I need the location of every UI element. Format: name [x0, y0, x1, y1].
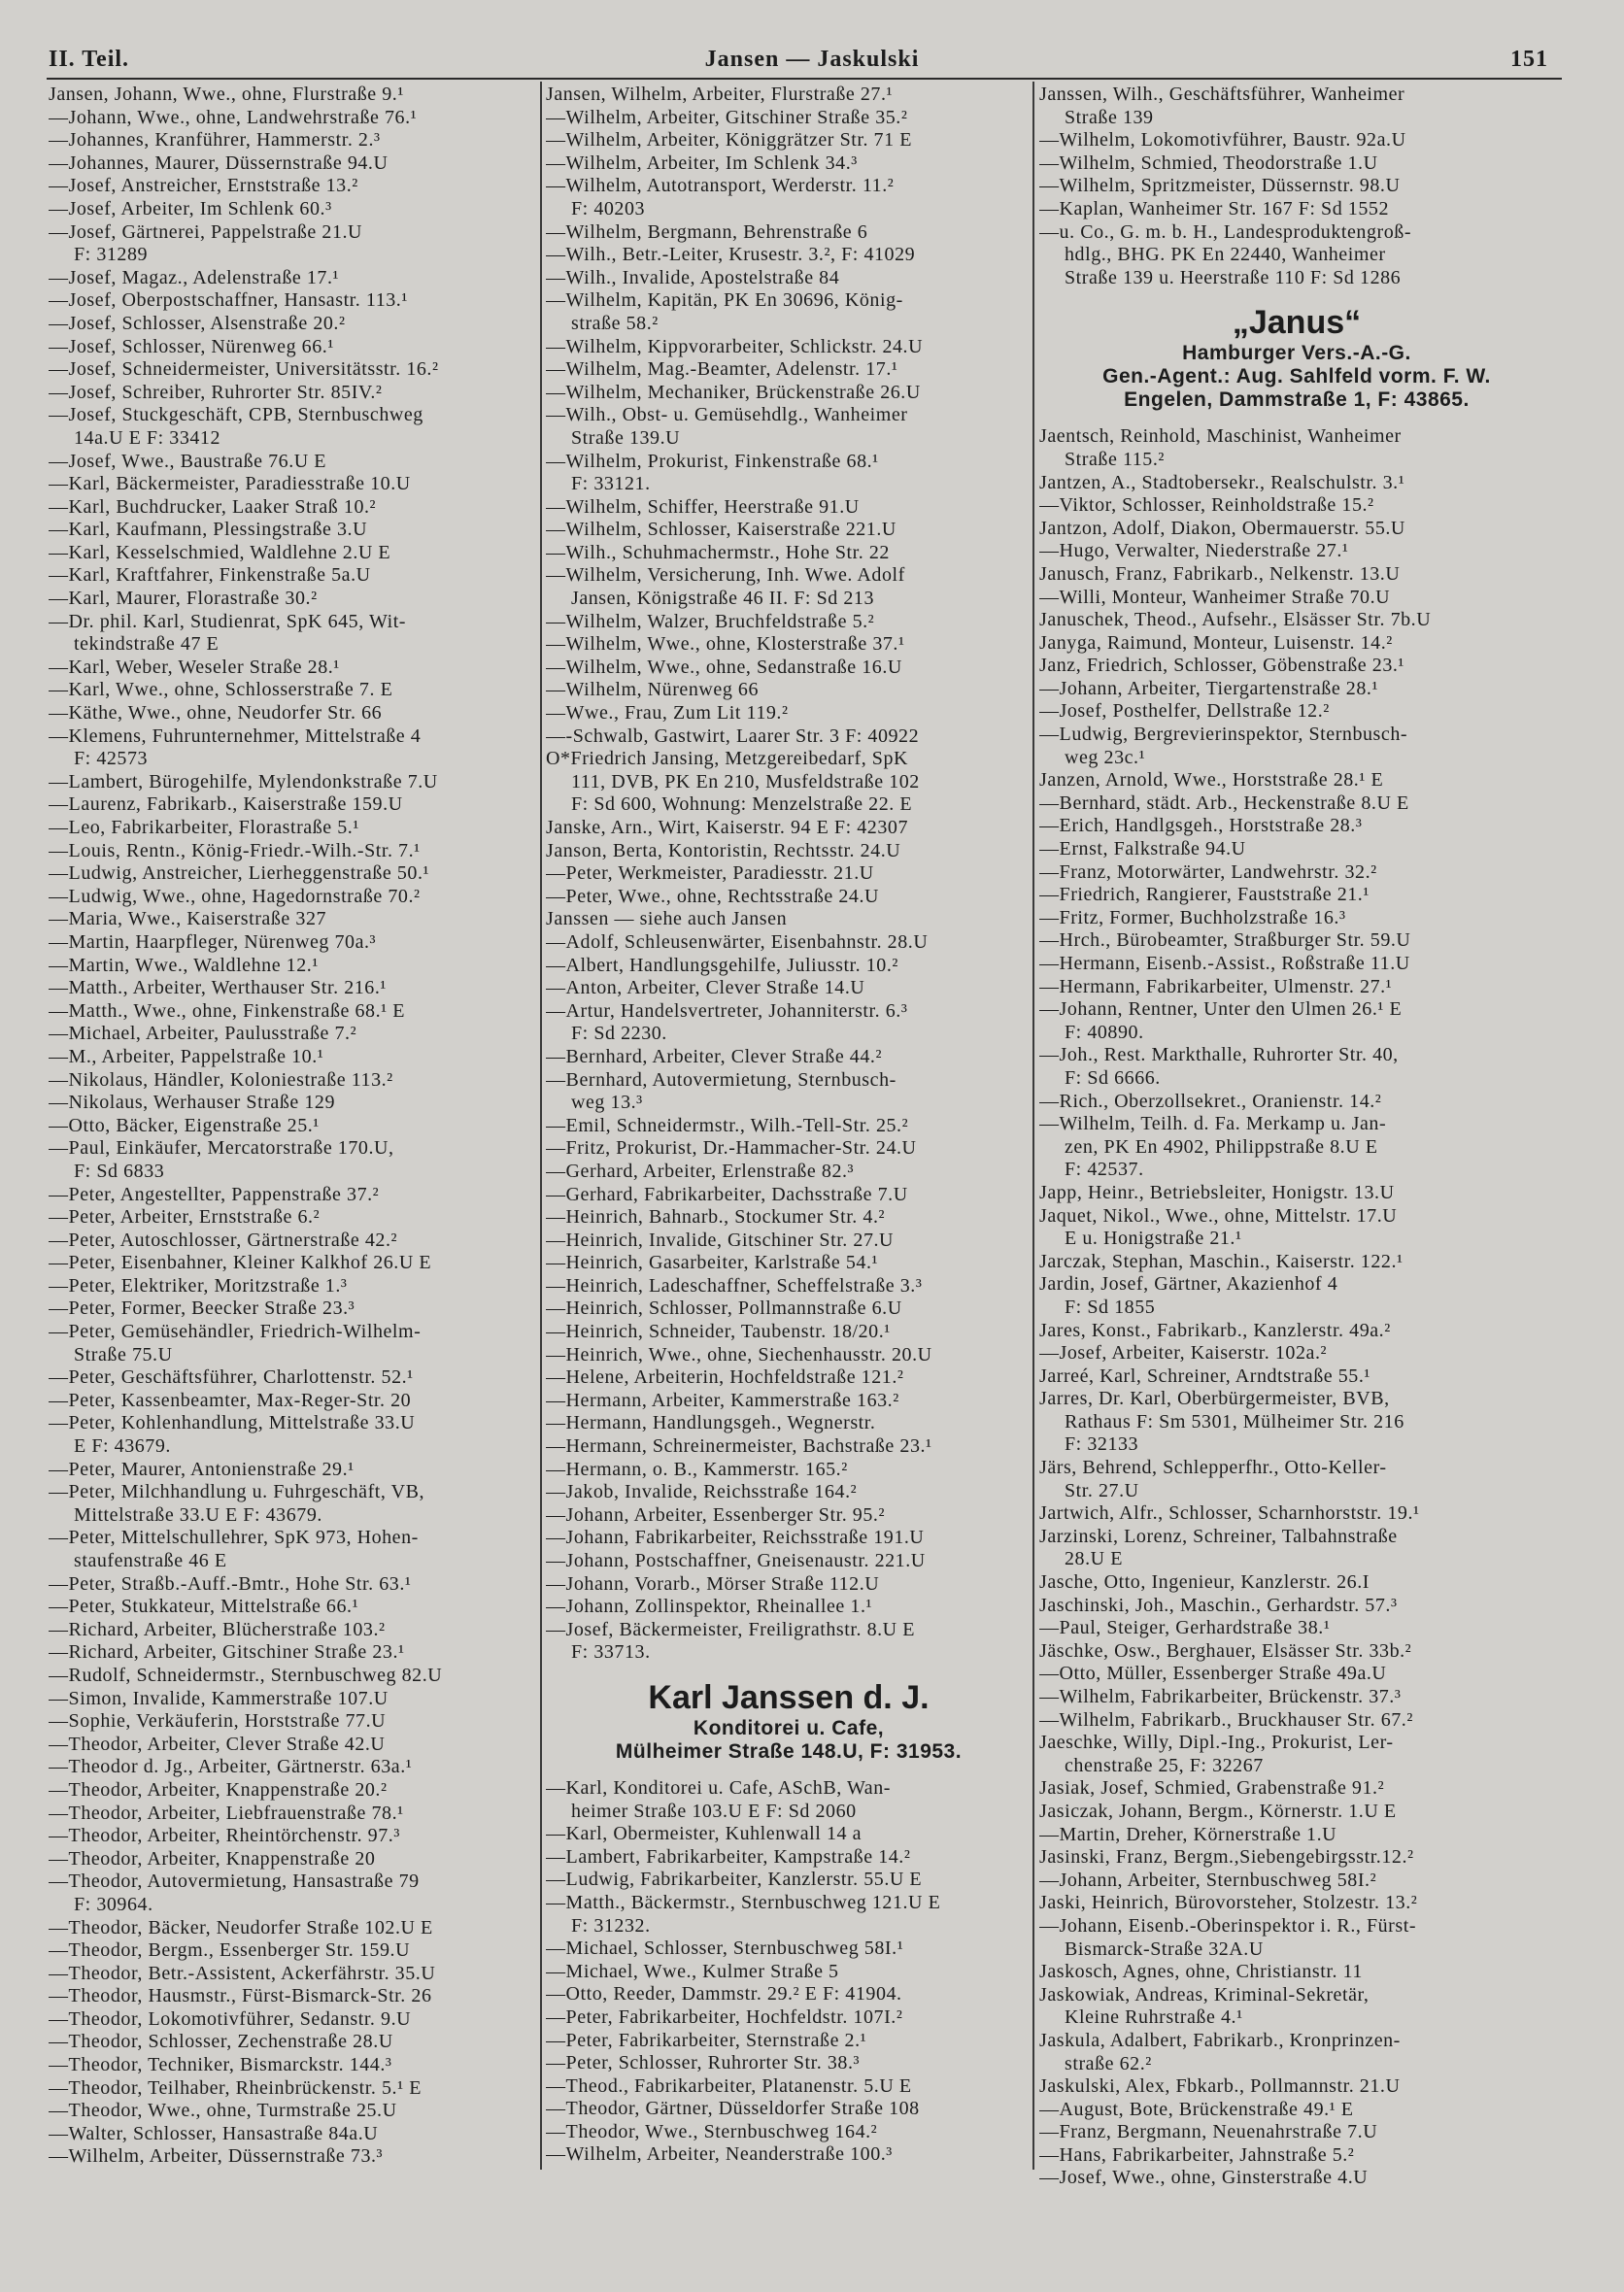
- directory-entry: Janske, Arn., Wirt, Kaiserstr. 94 E F: 42307: [546, 817, 908, 838]
- directory-entry: —Fritz, Prokurist, Dr.-Hammacher-Str. 24.U: [546, 1137, 917, 1160]
- directory-entry: —Nikolaus, Händler, Koloniestraße 113.²: [49, 1068, 393, 1091]
- directory-entry: —Johannes, Maurer, Düssernstraße 94.U: [49, 152, 389, 174]
- directory-entry: —Laurenz, Fabrikarb., Kaiserstraße 159.U: [49, 793, 403, 816]
- directory-entry: —Peter, Eisenbahner, Kleiner Kalkhof 26.U E: [49, 1252, 432, 1274]
- column-divider: [540, 82, 542, 2170]
- directory-entry: —-Schwalb, Gastwirt, Laarer Str. 3 F: 40922: [546, 725, 920, 747]
- directory-entry: —Hermann, Schreinermeister, Bachstraße 23.¹: [546, 1435, 932, 1458]
- directory-entry: —Matth., Wwe., ohne, Finkenstraße 68.¹ E: [49, 999, 406, 1022]
- directory-entry: —Wilh., Obst- u. Gemüsehdlg., Wanheimer Straße 139.U: [546, 404, 908, 449]
- column-divider: [1032, 82, 1034, 2170]
- directory-entry: —Hermann, o. B., Kammerstr. 165.²: [546, 1458, 848, 1480]
- directory-entry: Jantzen, A., Stadtobersekr., Realschulstr. 3.¹: [1039, 471, 1405, 493]
- directory-entry: Janssen, Wilh., Geschäftsführer, Wanheimer Straße 139: [1039, 84, 1405, 128]
- directory-entry: —Theodor, Arbeiter, Liebfrauenstraße 78.¹: [49, 1802, 404, 1824]
- directory-entry: —Heinrich, Invalide, Gitschiner Str. 27.U: [546, 1229, 895, 1251]
- directory-entry: —Leo, Fabrikarbeiter, Florastraße 5.¹: [49, 817, 359, 838]
- directory-entry: —Theodor, Arbeiter, Clever Straße 42.U: [49, 1733, 386, 1755]
- directory-entry: Jardin, Josef, Gärtner, Akazienhof 4 F: Sd 1855: [1039, 1273, 1338, 1318]
- directory-entry: —Johann, Arbeiter, Essenberger Str. 95.²: [546, 1503, 885, 1526]
- directory-entry: —Josef, Oberpostschaffner, Hansastr. 113.¹: [49, 289, 408, 312]
- directory-entry: —Peter, Autoschlosser, Gärtnerstraße 42.²: [49, 1229, 398, 1251]
- header-rule: [47, 78, 1562, 80]
- directory-entry: —Wilhelm, Arbeiter, Königgrätzer Str. 71 E: [546, 129, 912, 152]
- directory-entry: —Johann, Postschaffner, Gneisenaustr. 221.U: [546, 1550, 926, 1571]
- directory-entry: Jaskula, Adalbert, Fabrikarb., Kronprinzen- straße 62.²: [1039, 2029, 1401, 2074]
- directory-entry: —Richard, Arbeiter, Gitschiner Straße 23.¹: [49, 1641, 405, 1664]
- directory-entry: —Otto, Müller, Essenberger Straße 49a.U: [1039, 1663, 1387, 1685]
- directory-entry: —Johann, Arbeiter, Sternbuschweg 58I.²: [1039, 1869, 1377, 1891]
- directory-entry: —Louis, Rentn., König-Friedr.-Wilh.-Str. 7.¹: [49, 839, 421, 861]
- directory-entry: —Theodor, Teilhaber, Rheinbrückenstr. 5.¹ E: [49, 2076, 422, 2099]
- directory-entry: —Ludwig, Wwe., ohne, Hagedornstraße 70.²: [49, 885, 421, 907]
- directory-entry: —Helene, Arbeiterin, Hochfeldstraße 121.²: [546, 1366, 904, 1389]
- directory-entry: —Wilhelm, Schiffer, Heerstraße 91.U: [546, 495, 860, 518]
- directory-entry: —Gerhard, Fabrikarbeiter, Dachsstraße 7.U: [546, 1183, 908, 1205]
- directory-entry: —Martin, Dreher, Körnerstraße 1.U: [1039, 1823, 1337, 1845]
- directory-entry: —Martin, Wwe., Waldlehne 12.¹: [49, 954, 319, 976]
- advertisement-title: Karl Janssen d. J.: [648, 1678, 930, 1716]
- directory-entry: Jansen, Wilhelm, Arbeiter, Flurstraße 27.¹: [546, 84, 894, 105]
- directory-entry: —Wilhelm, Schmied, Theodorstraße 1.U: [1039, 152, 1378, 174]
- directory-entry: —Karl, Bäckermeister, Paradiesstraße 10.U: [49, 473, 411, 495]
- directory-entry: —Johannes, Kranführer, Hammerstr. 2.³: [49, 129, 381, 152]
- directory-entry: —Willi, Monteur, Wanheimer Straße 70.U: [1039, 586, 1391, 608]
- directory-entry: —Peter, Wwe., ohne, Rechtsstraße 24.U: [546, 885, 879, 907]
- directory-entry: —Peter, Maurer, Antonienstraße 29.¹: [49, 1458, 355, 1480]
- directory-entry: Jaskulski, Alex, Fbkarb., Pollmannstr. 21.U: [1039, 2075, 1401, 2098]
- advertisement-line: Engelen, Dammstraße 1, F: 43865.: [1124, 388, 1470, 412]
- directory-entry: Jares, Konst., Fabrikarb., Kanzlerstr. 49a.²: [1039, 1319, 1391, 1341]
- directory-entry: —Peter, Fabrikarbeiter, Hochfeldstr. 107I.²: [546, 2006, 903, 2028]
- directory-entry: —Karl, Obermeister, Kuhlenwall 14 a: [546, 1823, 863, 1845]
- directory-entry: Jasiak, Josef, Schmied, Grabenstraße 91.²: [1039, 1777, 1385, 1800]
- directory-entry: —Wilhelm, Kippvorarbeiter, Schlickstr. 24.U: [546, 335, 924, 357]
- directory-entry: —Theodor, Hausmstr., Fürst-Bismarck-Str. 26: [49, 1985, 432, 2007]
- directory-entry: Jaentsch, Reinhold, Maschinist, Wanheimer Straße 115.²: [1039, 425, 1402, 470]
- directory-entry: —Theodor, Techniker, Bismarckstr. 144.³: [49, 2054, 392, 2076]
- directory-entry: Järs, Behrend, Schlepperfhr., Otto-Keller- Str. 27.U: [1039, 1457, 1387, 1501]
- directory-entry: —Wilhelm, Walzer, Bruchfeldstraße 5.²: [546, 610, 875, 632]
- directory-entry: —Karl, Kraftfahrer, Finkenstraße 5a.U: [49, 564, 371, 587]
- directory-entry: —Friedrich, Rangierer, Fauststraße 21.¹: [1039, 884, 1370, 906]
- directory-entry: —Joh., Rest. Markthalle, Ruhrorter Str. 40, F: Sd 6666.: [1039, 1044, 1399, 1089]
- directory-entry: Jaschinski, Joh., Maschin., Gerhardstr. 57.³: [1039, 1594, 1398, 1616]
- directory-entry: —Hans, Fabrikarbeiter, Jahnstraße 5.²: [1039, 2143, 1355, 2166]
- directory-entry: —Theod., Fabrikarbeiter, Platanenstr. 5.U E: [546, 2074, 912, 2097]
- advertisement-block: [1039, 303, 1554, 412]
- directory-entry: —Paul, Einkäufer, Mercatorstraße 170.U, F: Sd 6833: [49, 1137, 394, 1182]
- directory-entry: —Walter, Schlosser, Hansastraße 84a.U: [49, 2122, 379, 2144]
- directory-entry: —Johann, Arbeiter, Tiergartenstraße 28.¹: [1039, 677, 1378, 699]
- directory-entry: —Artur, Handelsvertreter, Johanniterstr. 6.³ F: Sd 2230.: [546, 999, 908, 1045]
- directory-entry: —Hermann, Eisenb.-Assist., Roßstraße 11.U: [1039, 953, 1410, 974]
- directory-entry: —Josef, Wwe., Baustraße 76.U E: [49, 450, 327, 472]
- directory-entry: —Wilhelm, Arbeiter, Düssernstraße 73.³: [49, 2145, 384, 2168]
- directory-entry: Jaski, Heinrich, Bürovorsteher, Stolzestr. 13.²: [1039, 1892, 1418, 1914]
- directory-entry: —Theodor, Wwe., Sternbuschweg 164.²: [546, 2120, 878, 2142]
- directory-entry: —Josef, Schneidermeister, Universitätsstr. 16.²: [49, 358, 439, 381]
- running-head: Jansen — Jaskulski: [704, 47, 920, 72]
- directory-entry: —Karl, Buchdrucker, Laaker Straß 10.²: [49, 495, 377, 518]
- directory-entry: —Kaplan, Wanheimer Str. 167 F: Sd 1552: [1039, 197, 1390, 219]
- directory-entry: Jäschke, Osw., Berghauer, Elsässer Str. 33b.²: [1039, 1639, 1412, 1662]
- directory-entry: —Heinrich, Bahnarb., Stockumer Str. 4.²: [546, 1206, 886, 1229]
- directory-entry: —Erich, Handlgsgeh., Horststraße 28.³: [1039, 815, 1363, 837]
- directory-entry: —Adolf, Schleusenwärter, Eisenbahnstr. 28.U: [546, 930, 929, 953]
- directory-entry: —Sophie, Verkäuferin, Horststraße 77.U: [49, 1710, 387, 1733]
- directory-entry: —Fritz, Former, Buchholzstraße 16.³: [1039, 906, 1346, 928]
- directory-entry: Janyga, Raimund, Monteur, Luisenstr. 14.²: [1039, 631, 1393, 654]
- directory-entry: —Peter, Mittelschullehrer, SpK 973, Hohen- staufenstraße 46 E: [49, 1527, 419, 1571]
- directory-entry: —Richard, Arbeiter, Blücherstraße 103.²: [49, 1618, 386, 1640]
- directory-column-2: [546, 84, 1032, 2167]
- directory-entry: —Hermann, Handlungsgeh., Wegnerstr.: [546, 1412, 876, 1434]
- directory-entry: Jantzon, Adolf, Diakon, Obermauerstr. 55.U: [1039, 517, 1405, 539]
- directory-entry: Janz, Friedrich, Schlosser, Göbenstraße 23.¹: [1039, 655, 1404, 677]
- directory-entry: —Wilhelm, Kapitän, PK En 30696, König- straße 58.²: [546, 289, 903, 334]
- advertisement-title: „Janus“: [1232, 304, 1362, 342]
- directory-entry: —Josef, Schreiber, Ruhrorter Str. 85IV.²: [49, 381, 383, 403]
- directory-entry: —Wilhelm, Versicherung, Inh. Wwe. Adolf Jansen, Königstraße 46 II. F: Sd 213: [546, 564, 905, 610]
- directory-entry: —Heinrich, Gasarbeiter, Karlstraße 54.¹: [546, 1252, 879, 1274]
- directory-entry: —Wilhelm, Spritzmeister, Düssernstr. 98.U: [1039, 175, 1401, 197]
- directory-entry: —Wilh., Betr.-Leiter, Krusestr. 3.², F: 41029: [546, 244, 916, 266]
- directory-entry: —Heinrich, Ladeschaffner, Scheffelstraße 3.³: [546, 1274, 923, 1297]
- directory-entry: —Wilhelm, Wwe., ohne, Sedanstraße 16.U: [546, 656, 902, 678]
- directory-entry: —Michael, Schlosser, Sternbuschweg 58I.¹: [546, 1938, 904, 1960]
- directory-entry: —Peter, Schlosser, Ruhrorter Str. 38.³: [546, 2052, 861, 2074]
- directory-entry: —Heinrich, Schlosser, Pollmannstraße 6.U: [546, 1298, 902, 1320]
- directory-entry: —Theodor, Betr.-Assistent, Ackerfährstr. 35.U: [49, 1962, 436, 1984]
- directory-entry: —Josef, Gärtnerei, Pappelstraße 21.U F: 31289: [49, 220, 363, 266]
- directory-entry: —Rudolf, Schneidermstr., Sternbuschweg 82.U: [49, 1664, 443, 1686]
- advertisement-line: Konditorei u. Cafe,: [693, 1716, 885, 1739]
- directory-entry: Januschek, Theod., Aufsehr., Elsässer Str. 7b.U: [1039, 609, 1432, 631]
- advertisement-line: Gen.-Agent.: Aug. Sahlfeld vorm. F. W.: [1102, 365, 1491, 388]
- directory-entry: Jasiczak, Johann, Bergm., Körnerstr. 1.U E: [1039, 1800, 1397, 1822]
- directory-entry: —Johann, Zollinspektor, Rheinallee 1.¹: [546, 1596, 873, 1618]
- directory-entry: —Ludwig, Anstreicher, Lierheggenstraße 50.¹: [49, 862, 430, 885]
- directory-entry: Jarreé, Karl, Schreiner, Arndtstraße 55.¹: [1039, 1365, 1370, 1387]
- directory-entry: —Karl, Maurer, Florastraße 30.²: [49, 588, 318, 610]
- directory-entry: —Käthe, Wwe., ohne, Neudorfer Str. 66: [49, 702, 383, 725]
- directory-entry: —Peter, Milchhandlung u. Fuhrgeschäft, VB, Mittelstraße 33.U E F: 43679.: [49, 1481, 425, 1526]
- directory-entry: —Peter, Geschäftsführer, Charlottenstr. 52.¹: [49, 1366, 414, 1389]
- directory-entry: —Josef, Wwe., ohne, Ginsterstraße 4.U: [1039, 2167, 1369, 2189]
- advertisement-line: Mülheimer Straße 148.U, F: 31953.: [615, 1739, 963, 1763]
- directory-entry: Jansen, Johann, Wwe., ohne, Flurstraße 9.¹: [49, 84, 404, 105]
- directory-entry: —Theodor, Arbeiter, Knappenstraße 20: [49, 1847, 376, 1870]
- directory-column-3: [1039, 84, 1554, 2190]
- directory-entry: —Peter, Kohlenhandlung, Mittelstraße 33.U E F: 43679.: [49, 1412, 416, 1458]
- directory-entry: —Martin, Haarpfleger, Nürenweg 70a.³: [49, 930, 377, 953]
- directory-entry: —Wilhelm, Teilh. d. Fa. Merkamp u. Jan- zen, PK En 4902, Philippstraße 8.U E F: 42537.: [1039, 1113, 1387, 1181]
- directory-entry: —Viktor, Schlosser, Reinholdstraße 15.²: [1039, 494, 1374, 517]
- directory-entry: —Wilhelm, Prokurist, Finkenstraße 68.¹ F: 33121.: [546, 450, 879, 495]
- directory-entry: —Lambert, Bürogehilfe, Mylendonkstraße 7.U: [49, 770, 438, 792]
- directory-entry: —Wilhelm, Schlosser, Kaiserstraße 221.U: [546, 519, 897, 541]
- directory-entry: —Klemens, Fuhrunternehmer, Mittelstraße 4 F: 42573: [49, 725, 422, 770]
- directory-entry: —Theodor, Arbeiter, Rheintörchenstr. 97.³: [49, 1825, 400, 1847]
- directory-entry: —Wilhelm, Fabrikarb., Bruckhauser Str. 67.²: [1039, 1708, 1413, 1731]
- directory-entry: —Theodor, Autovermietung, Hansastraße 79 F: 30964.: [49, 1871, 420, 1915]
- directory-entry: —Hermann, Arbeiter, Kammerstraße 163.²: [546, 1389, 899, 1411]
- directory-entry: —Theodor d. Jg., Arbeiter, Gärtnerstr. 63a.¹: [49, 1756, 413, 1778]
- directory-entry: —Johann, Rentner, Unter den Ulmen 26.¹ E F: 40890.: [1039, 998, 1403, 1043]
- directory-entry: —Ernst, Falkstraße 94.U: [1039, 838, 1246, 860]
- directory-entry: Jaquet, Nikol., Wwe., ohne, Mittelstr. 17.U E u. Honigstraße 21.¹: [1039, 1204, 1398, 1250]
- directory-entry: —Lambert, Fabrikarbeiter, Kampstraße 14.²: [546, 1845, 911, 1868]
- directory-entry: —Theodor, Arbeiter, Knappenstraße 20.²: [49, 1778, 388, 1801]
- directory-entry: —Theodor, Bergm., Essenberger Str. 159.U: [49, 1939, 411, 1962]
- directory-entry: —Wilhelm, Mechaniker, Brückenstraße 26.U: [546, 381, 921, 403]
- directory-entry: —Ludwig, Fabrikarbeiter, Kanzlerstr. 55.U E: [546, 1869, 923, 1891]
- directory-entry: —Karl, Konditorei u. Cafe, ASchB, Wan- heimer Straße 103.U E F: Sd 2060: [546, 1776, 891, 1822]
- directory-entry: —Ludwig, Bergrevierinspektor, Sternbusch- weg 23c.¹: [1039, 724, 1408, 768]
- directory-entry: —Wilhelm, Fabrikarbeiter, Brückenstr. 37.³: [1039, 1686, 1402, 1707]
- directory-entry: —Hrch., Bürobeamter, Straßburger Str. 59.U: [1039, 929, 1411, 952]
- directory-entry: Jartwich, Alfr., Schlosser, Scharnhorststr. 19.¹: [1039, 1502, 1420, 1525]
- directory-entry: Jaskowiak, Andreas, Kriminal-Sekretär, Kleine Ruhrstraße 4.¹: [1039, 1983, 1370, 2029]
- directory-entry: —Gerhard, Arbeiter, Erlenstraße 82.³: [546, 1160, 855, 1182]
- directory-entry: —Karl, Weber, Weseler Straße 28.¹: [49, 656, 340, 678]
- directory-entry: —Josef, Magaz., Adelenstraße 17.¹: [49, 266, 340, 288]
- directory-entry: —Wwe., Frau, Zum Lit 119.²: [546, 702, 789, 725]
- directory-entry: —u. Co., G. m. b. H., Landesproduktengroß- hdlg., BHG. PK En 22440, Wanheimer Straße 139 u. Heerstraße 110 F: Sd 1286: [1039, 220, 1412, 288]
- directory-entry: —Rich., Oberzollsekret., Oranienstr. 14.²: [1039, 1090, 1382, 1112]
- directory-entry: —Anton, Arbeiter, Clever Straße 14.U: [546, 977, 865, 999]
- directory-entry: Japp, Heinr., Betriebsleiter, Honigstr. 13.U: [1039, 1181, 1395, 1203]
- directory-entry: —Karl, Kesselschmied, Waldlehne 2.U E: [49, 541, 391, 563]
- directory-entry: Jarczak, Stephan, Maschin., Kaiserstr. 122.¹: [1039, 1250, 1404, 1272]
- directory-entry: Janson, Berta, Kontoristin, Rechtsstr. 24.U: [546, 839, 901, 861]
- directory-entry: —Wilhelm, Wwe., ohne, Klosterstraße 37.¹: [546, 633, 905, 656]
- directory-entry: —Wilhelm, Mag.-Beamter, Adelenstr. 17.¹: [546, 358, 898, 381]
- directory-entry: —Josef, Posthelfer, Dellstraße 12.²: [1039, 700, 1330, 723]
- directory-entry: —Johann, Eisenb.-Oberinspektor i. R., Fürst- Bismarck-Straße 32A.U: [1039, 1914, 1417, 1960]
- directory-entry: —Theodor, Schlosser, Zechenstraße 28.U: [49, 2031, 393, 2053]
- directory-entry: —Nikolaus, Werhauser Straße 129: [49, 1092, 336, 1114]
- directory-entry: —Josef, Schlosser, Nürenweg 66.¹: [49, 335, 334, 357]
- directory-entry: —Peter, Werkmeister, Paradiesstr. 21.U: [546, 862, 874, 885]
- directory-entry: Jasche, Otto, Ingenieur, Kanzlerstr. 26.I: [1039, 1571, 1370, 1594]
- directory-entry: Jaeschke, Willy, Dipl.-Ing., Prokurist, Ler- chenstraße 25, F: 32267: [1039, 1732, 1394, 1776]
- section-label: II. Teil.: [49, 47, 130, 72]
- directory-entry: —Bernhard, Arbeiter, Clever Straße 44.²: [546, 1045, 882, 1067]
- advertisement-line: Hamburger Vers.-A.-G.: [1182, 342, 1411, 365]
- directory-entry: —Josef, Arbeiter, Im Schlenk 60.³: [49, 197, 332, 219]
- directory-entry: —Heinrich, Schneider, Taubenstr. 18/20.¹: [546, 1321, 891, 1343]
- directory-entry: —Simon, Invalide, Kammerstraße 107.U: [49, 1687, 389, 1709]
- directory-entry: —Wilhelm, Arbeiter, Im Schlenk 34.³: [546, 152, 858, 174]
- directory-entry: Jaskosch, Agnes, ohne, Christianstr. 11: [1039, 1961, 1363, 1983]
- page-number: 151: [1510, 47, 1548, 72]
- directory-entry: —Hugo, Verwalter, Niederstraße 27.¹: [1039, 540, 1349, 562]
- directory-entry: —Josef, Anstreicher, Ernststraße 13.²: [49, 175, 358, 197]
- directory-entry: —Josef, Bäckermeister, Freiligrathstr. 8.U E F: 33713.: [546, 1618, 915, 1664]
- directory-entry: O*Friedrich Jansing, Metzgereibedarf, SpK 111, DVB, PK En 210, Musfeldstraße 102 F: Sd 600, Wohnung: Menzelstraße 22. E: [546, 748, 920, 816]
- directory-entry: —Michael, Arbeiter, Paulusstraße 7.²: [49, 1023, 357, 1045]
- directory-entry: Jarres, Dr. Karl, Oberbürgermeister, BVB, Rathaus F: Sm 5301, Mülheimer Str. 216 F: 32133: [1039, 1388, 1404, 1456]
- directory-entry: —Theodor, Wwe., ohne, Turmstraße 25.U: [49, 2100, 397, 2122]
- directory-entry: —Theodor, Gärtner, Düsseldorfer Straße 108: [546, 2098, 920, 2120]
- directory-entry: —M., Arbeiter, Pappelstraße 10.¹: [49, 1045, 324, 1067]
- directory-entry: —Theodor, Bäcker, Neudorfer Straße 102.U E: [49, 1916, 433, 1938]
- directory-entry: —Peter, Angestellter, Pappenstraße 37.²: [49, 1183, 380, 1205]
- directory-entry: —Peter, Arbeiter, Ernststraße 6.²: [49, 1206, 321, 1229]
- directory-entry: —Maria, Wwe., Kaiserstraße 327: [49, 908, 327, 930]
- directory-entry: —Johann, Fabrikarbeiter, Reichsstraße 191.U: [546, 1527, 925, 1549]
- directory-entry: Janusch, Franz, Fabrikarb., Nelkenstr. 13.U: [1039, 562, 1401, 585]
- directory-entry: —Wilhelm, Arbeiter, Gitschiner Straße 35.²: [546, 106, 908, 128]
- directory-entry: —Peter, Former, Beecker Straße 23.³: [49, 1298, 355, 1320]
- directory-entry: —Peter, Stukkateur, Mittelstraße 66.¹: [49, 1596, 359, 1618]
- directory-entry: —Peter, Kassenbeamter, Max-Reger-Str. 20: [49, 1389, 412, 1411]
- directory-entry: —Bernhard, Autovermietung, Sternbusch- weg 13.³: [546, 1068, 897, 1114]
- directory-entry: —Wilhelm, Nürenweg 66: [546, 679, 760, 701]
- directory-entry: —Peter, Elektriker, Moritzstraße 1.³: [49, 1274, 348, 1297]
- directory-entry: —Wilhelm, Lokomotivführer, Baustr. 92a.U: [1039, 129, 1406, 152]
- directory-entry: —Emil, Schneidermstr., Wilh.-Tell-Str. 25.²: [546, 1114, 909, 1136]
- directory-entry: —Jakob, Invalide, Reichsstraße 164.²: [546, 1481, 858, 1503]
- advertisement-block: [546, 1678, 1032, 1764]
- directory-entry: —Johann, Wwe., ohne, Landwehrstraße 76.¹: [49, 106, 418, 128]
- directory-entry: —Wilhelm, Autotransport, Werderstr. 11.² F: 40203: [546, 175, 895, 219]
- directory-entry: —Otto, Reeder, Dammstr. 29.² E F: 41904.: [546, 1983, 902, 2006]
- directory-entry: —Franz, Motorwärter, Landwehrstr. 32.²: [1039, 860, 1377, 883]
- directory-entry: —Peter, Straßb.-Auff.-Bmtr., Hohe Str. 63.¹: [49, 1572, 412, 1595]
- directory-entry: —Hermann, Fabrikarbeiter, Ulmenstr. 27.¹: [1039, 975, 1393, 997]
- directory-entry: —Otto, Bäcker, Eigenstraße 25.¹: [49, 1114, 320, 1136]
- directory-entry: —Wilhelm, Arbeiter, Neanderstraße 100.³: [546, 2143, 893, 2166]
- directory-entry: Janzen, Arnold, Wwe., Horststraße 28.¹ E: [1039, 769, 1384, 792]
- directory-entry: —Theodor, Lokomotivführer, Sedanstr. 9.U: [49, 2007, 412, 2030]
- directory-entry: —Josef, Stuckgeschäft, CPB, Sternbuschweg 14a.U E F: 33412: [49, 404, 423, 449]
- directory-entry: —Wilh., Schuhmachermstr., Hohe Str. 22: [546, 541, 890, 563]
- directory-entry: —Matth., Arbeiter, Werthauser Str. 216.¹: [49, 977, 387, 999]
- directory-entry: —Peter, Gemüsehändler, Friedrich-Wilhelm- Straße 75.U: [49, 1321, 422, 1365]
- directory-entry: —Peter, Fabrikarbeiter, Sternstraße 2.¹: [546, 2029, 867, 2051]
- directory-entry: —Karl, Kaufmann, Plessingstraße 3.U: [49, 519, 368, 541]
- directory-entry: —Bernhard, städt. Arb., Heckenstraße 8.U E: [1039, 792, 1409, 814]
- directory-entry: —Karl, Wwe., ohne, Schlosserstraße 7. E: [49, 679, 393, 701]
- directory-entry: Janssen — siehe auch Jansen: [546, 908, 788, 930]
- directory-entry: —Josef, Arbeiter, Kaiserstr. 102a.²: [1039, 1342, 1328, 1365]
- directory-entry: —Albert, Handlungsgehilfe, Juliusstr. 10.²: [546, 954, 898, 976]
- directory-entry: —Johann, Vorarb., Mörser Straße 112.U: [546, 1572, 880, 1595]
- directory-entry: —Paul, Steiger, Gerhardstraße 38.¹: [1039, 1617, 1331, 1639]
- directory-entry: Jarzinski, Lorenz, Schreiner, Talbahnstraße 28.U E: [1039, 1525, 1398, 1570]
- directory-entry: —Heinrich, Wwe., ohne, Siechenhausstr. 20.U: [546, 1343, 932, 1365]
- directory-entry: —Michael, Wwe., Kulmer Straße 5: [546, 1960, 839, 1982]
- directory-entry: —Wilhelm, Bergmann, Behrenstraße 6: [546, 220, 868, 243]
- directory-entry: Jasinski, Franz, Bergm.,Siebengebirgsstr.12.²: [1039, 1846, 1414, 1869]
- directory-entry: —August, Bote, Brückenstraße 49.¹ E: [1039, 2098, 1354, 2120]
- directory-entry: —Franz, Bergmann, Neuenahrstraße 7.U: [1039, 2121, 1378, 2143]
- directory-entry: —Dr. phil. Karl, Studienrat, SpK 645, Wit- tekindstraße 47 E: [49, 610, 407, 656]
- directory-entry: —Wilh., Invalide, Apostelstraße 84: [546, 266, 840, 288]
- directory-entry: —Josef, Schlosser, Alsenstraße 20.²: [49, 312, 346, 334]
- directory-entry: —Matth., Bäckermstr., Sternbuschweg 121.U E F: 31232.: [546, 1891, 941, 1937]
- directory-column-1: [49, 84, 534, 2169]
